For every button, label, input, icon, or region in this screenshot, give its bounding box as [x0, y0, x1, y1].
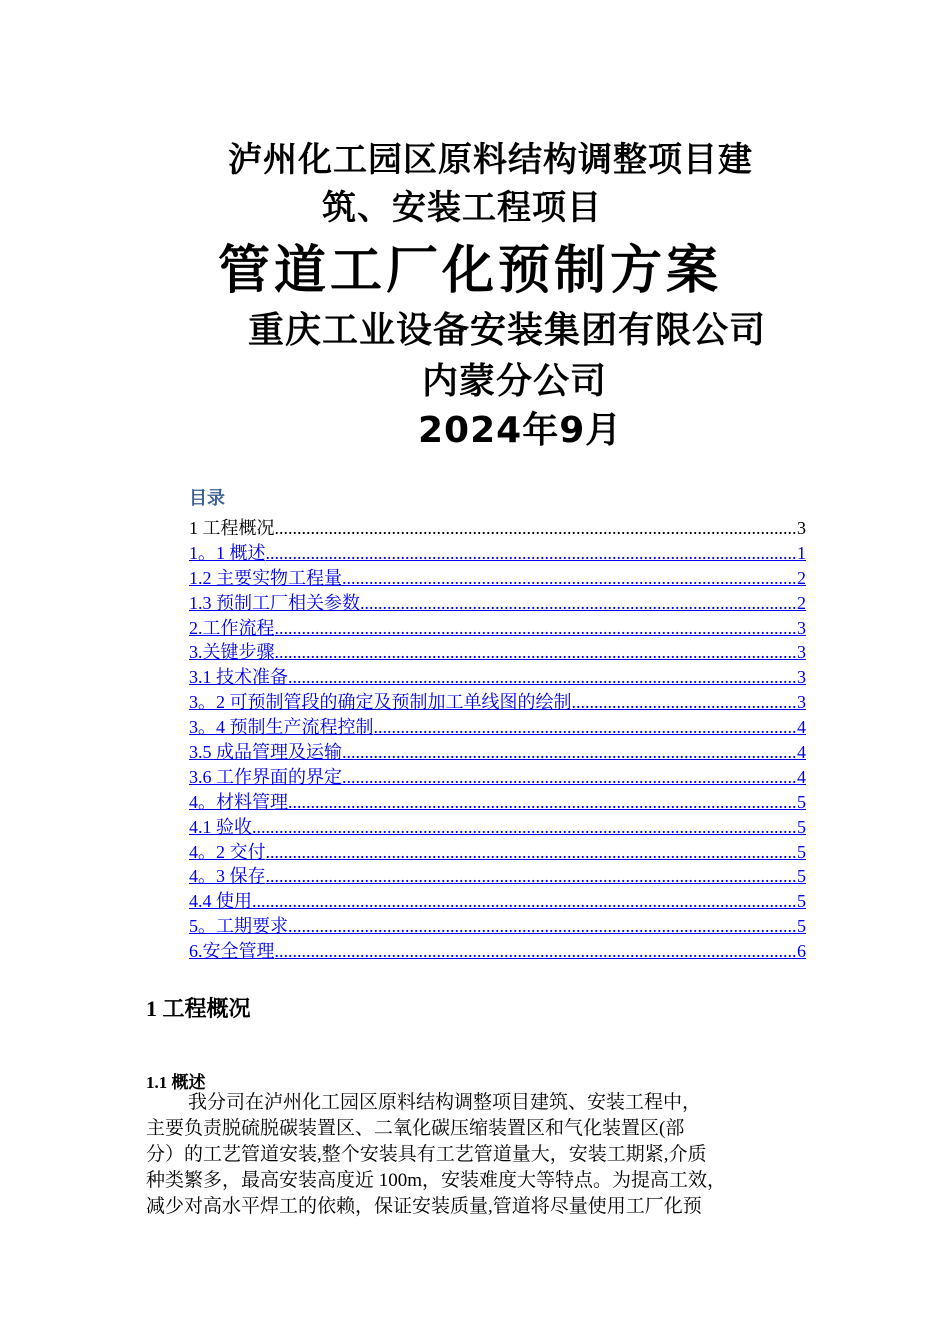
toc-entry-title: 2.工作流程	[189, 617, 275, 638]
toc-entry[interactable]	[189, 516, 806, 541]
toc-entry[interactable]	[189, 939, 806, 964]
toc-entry[interactable]	[189, 640, 806, 665]
toc-entry-title: 4。材料管理	[189, 791, 288, 812]
toc-leader-dots	[252, 815, 797, 840]
toc-leader-dots	[342, 765, 797, 790]
toc-entry-title: 4。3 保存	[189, 866, 266, 887]
toc-entry-title: 3.关键步骤	[189, 642, 275, 663]
paragraph-line: 减少对高水平焊工的依赖，保证安装质量,管道将尽量使用工厂化预	[146, 1196, 702, 1217]
toc-entry-page-number: 5	[797, 841, 806, 862]
toc-entry[interactable]	[189, 665, 806, 690]
toc-heading: 目录	[189, 488, 225, 509]
toc-entry-page-number: 5	[797, 916, 806, 937]
toc-entry[interactable]	[189, 541, 806, 566]
toc-entry-title: 3.5 成品管理及运输	[189, 742, 342, 763]
toc-leader-dots	[275, 939, 798, 964]
project-title-line-2: 筑、安装工程项目	[322, 188, 602, 228]
toc-leader-dots	[288, 914, 797, 939]
toc-entry-page-number: 6	[797, 941, 806, 962]
toc-entry-page-number: 3	[797, 642, 806, 663]
project-title-line-1: 泸州化工园区原料结构调整项目建	[228, 140, 753, 180]
toc-entry[interactable]	[189, 765, 806, 790]
main-title: 管道工厂化预制方案	[218, 241, 723, 301]
toc-leader-dots	[572, 690, 798, 715]
toc-entry-title: 1。1 概述	[189, 542, 266, 563]
branch-name: 内蒙分公司	[422, 361, 608, 402]
cover-date: 2024年9月	[418, 410, 623, 451]
toc-entry-title: 3.1 技术准备	[189, 667, 288, 688]
paragraph-line: 主要负责脱硫脱碳装置区、二氧化碳压缩装置区和气化装置区(部	[146, 1118, 685, 1139]
toc-entry-page-number: 5	[797, 791, 806, 812]
toc-entry-page-number: 4	[797, 742, 806, 763]
toc-entry[interactable]	[189, 840, 806, 865]
toc-entry[interactable]	[189, 864, 806, 889]
company-name: 重庆工业设备安装集团有限公司	[248, 310, 767, 351]
toc-entry-page-number: 5	[797, 866, 806, 887]
toc-entry-title: 3.6 工作界面的界定	[189, 766, 342, 787]
paragraph-line: 我分司在泸州化工园区原料结构调整项目建筑、安装工程中，	[188, 1092, 702, 1113]
toc-entry-page-number: 3	[797, 667, 806, 688]
toc-entry-title: 5。工期要求	[189, 916, 288, 937]
toc-entry[interactable]	[189, 715, 806, 740]
toc-entry-page-number: 2	[797, 567, 806, 588]
toc-entry[interactable]	[189, 566, 806, 591]
toc-leader-dots	[288, 665, 797, 690]
paragraph-line: 种类繁多，最高安装高度近 100m，安装难度大等特点。为提高工效，	[146, 1170, 727, 1191]
toc-entry[interactable]	[189, 740, 806, 765]
toc-leader-dots	[360, 591, 797, 616]
toc-entry[interactable]	[189, 790, 806, 815]
body-paragraph	[146, 1090, 806, 1220]
paragraph-line: 分）的工艺管道安装,整个安装具有工艺管道量大，安装工期紧,介质	[146, 1144, 707, 1165]
toc-leader-dots	[266, 840, 798, 865]
toc-entry-page-number: 2	[797, 592, 806, 613]
toc-leader-dots	[275, 516, 798, 541]
toc-leader-dots	[275, 640, 798, 665]
toc-entry-page-number: 3	[797, 518, 806, 538]
toc-entry[interactable]	[189, 690, 806, 715]
toc-entry-page-number: 1	[797, 542, 806, 563]
toc-entry-page-number: 3	[797, 692, 806, 713]
toc-entry-title: 1 工程概况	[189, 518, 275, 538]
toc-entry-page-number: 5	[797, 816, 806, 837]
toc-leader-dots	[342, 740, 797, 765]
toc-entry-page-number: 3	[797, 617, 806, 638]
toc-leader-dots	[374, 715, 798, 740]
table-of-contents	[189, 486, 806, 964]
toc-leader-dots	[266, 864, 798, 889]
subsection-heading: 1.1 概述	[146, 1073, 206, 1092]
toc-entry[interactable]	[189, 914, 806, 939]
toc-entry-page-number: 4	[797, 766, 806, 787]
toc-entry-title: 3。2 可预制管段的确定及预制加工单线图的绘制	[189, 692, 572, 713]
toc-leader-dots	[342, 566, 797, 591]
toc-entry-title: 3。4 预制生产流程控制	[189, 717, 374, 738]
toc-entry[interactable]	[189, 889, 806, 914]
toc-entry-title: 4.1 验收	[189, 816, 252, 837]
section-heading: 1 工程概况	[146, 996, 251, 1021]
toc-entry-title: 4。2 交付	[189, 841, 266, 862]
toc-entry[interactable]	[189, 591, 806, 616]
toc-entry[interactable]	[189, 616, 806, 641]
toc-entry-title: 6.安全管理	[189, 941, 275, 962]
toc-leader-dots	[266, 541, 798, 566]
toc-entry-page-number: 4	[797, 717, 806, 738]
toc-leader-dots	[275, 616, 798, 641]
toc-leader-dots	[252, 889, 797, 914]
toc-list	[189, 516, 806, 964]
toc-entry-title: 1.3 预制工厂相关参数	[189, 592, 360, 613]
toc-entry-title: 4.4 使用	[189, 891, 252, 912]
toc-entry-title: 1.2 主要实物工程量	[189, 567, 342, 588]
toc-leader-dots	[288, 790, 797, 815]
toc-entry-page-number: 5	[797, 891, 806, 912]
toc-entry[interactable]	[189, 815, 806, 840]
